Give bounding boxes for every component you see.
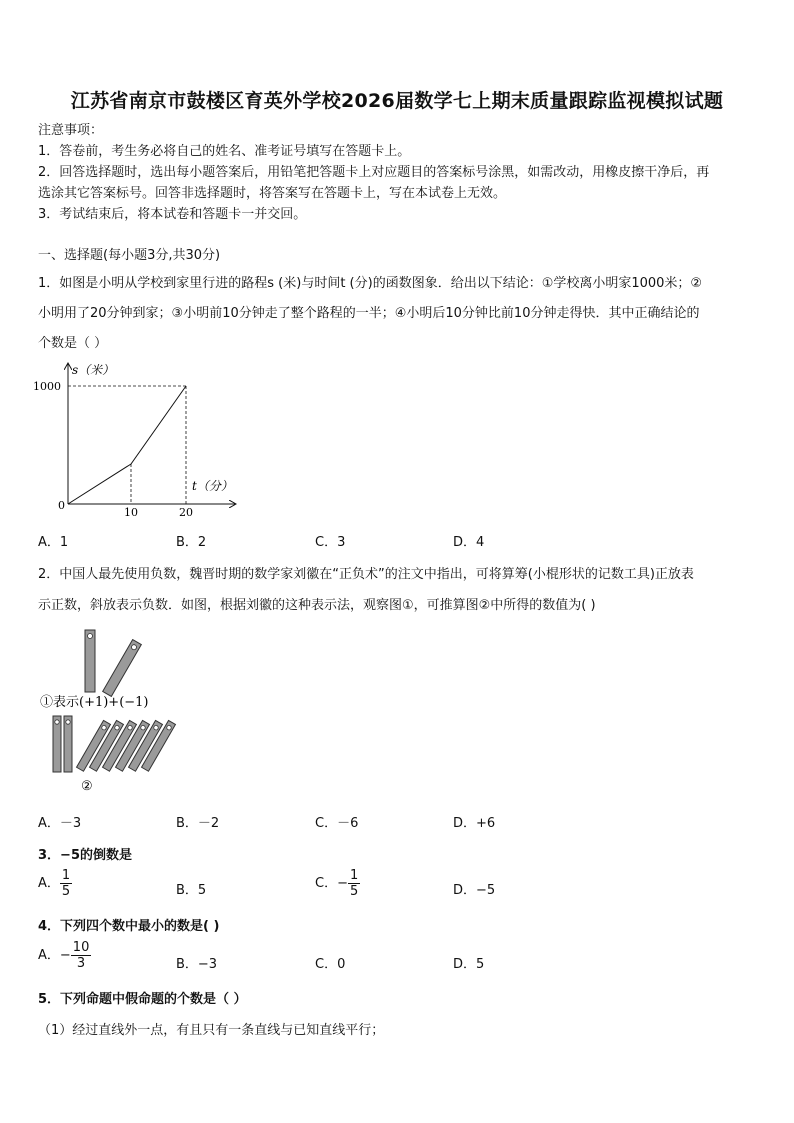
notice-item-3: 3．考试结束后，将本试卷和答题卡一并交回。 xyxy=(38,207,307,222)
q1-option-c: C．3 xyxy=(315,535,346,550)
q5-item-1: （1）经过直线外一点，有且只有一条直线与已知直线平行； xyxy=(38,1023,385,1038)
x-tick-10: 10 xyxy=(124,506,138,519)
page-title: 江苏省南京市鼓楼区育英外学校2026届数学七上期末质量跟踪监视模拟试题 xyxy=(70,90,724,112)
q2-option-a: A．－3 xyxy=(38,816,82,831)
q4-option-d: D．5 xyxy=(453,957,485,972)
q4-option-a-fraction xyxy=(71,940,92,971)
q2-counting-rods-figure xyxy=(36,624,186,796)
q1-option-a: A．1 xyxy=(38,535,69,550)
fraction-denominator: 5 xyxy=(61,884,71,899)
q1-graph xyxy=(30,358,250,524)
fraction-numerator: 10 xyxy=(72,940,90,955)
notice-heading: 注意事项： xyxy=(38,123,104,138)
q4-option-b: B．−3 xyxy=(176,957,218,972)
fraction-numerator: 1 xyxy=(349,868,359,883)
y-axis-label: s（米） xyxy=(72,363,115,377)
q3-stem: 3．−5的倒数是 xyxy=(38,848,132,863)
fig2-upright-rod-2 xyxy=(64,716,72,772)
q3-option-d: D．−5 xyxy=(453,883,496,898)
x-tick-20: 20 xyxy=(179,506,193,519)
q1-stem-line1: 1．如图是小明从学校到家里行进的路程s (米)与时间t (分)的函数图象．给出以下结论：①学校离小明家1000米；② xyxy=(38,276,703,291)
q3-option-a-label: A． xyxy=(38,876,60,891)
y-tick-1000: 1000 xyxy=(33,380,61,393)
q3-option-b: B．5 xyxy=(176,883,207,898)
section-heading: 一、选择题(每小题3分,共30分) xyxy=(38,248,221,263)
q2-stem-line1: 2．中国人最先使用负数，魏晋时期的数学家刘徽在“正负术”的注文中指出，可将算筹(小棍形状的记数工具)正放表 xyxy=(38,567,694,582)
q1-option-b: B．2 xyxy=(176,535,207,550)
q4-stem: 4．下列四个数中最小的数是( ) xyxy=(38,919,220,934)
q2-option-b: B．－2 xyxy=(176,816,220,831)
q5-stem: 5．下列命题中假命题的个数是（ ） xyxy=(38,992,247,1007)
notice-item-2: 2．回答选择题时，选出每小题答案后，用铅笔把答题卡上对应题目的答案标号涂黑，如需改动，用橡皮擦干净后，再 xyxy=(38,165,710,180)
x-axis-label: t（分） xyxy=(192,479,233,493)
q4-option-a xyxy=(38,940,91,971)
fig1-slanted-rod xyxy=(103,640,142,697)
q3-option-a xyxy=(38,868,72,899)
fraction-denominator: 3 xyxy=(76,956,86,971)
q2-option-c: C．－6 xyxy=(315,816,359,831)
q3-option-c xyxy=(315,868,360,899)
q1-stem-line3: 个数是（ ） xyxy=(38,336,108,351)
q2-option-d: D．+6 xyxy=(453,816,496,831)
fig2-upright-rod-1 xyxy=(53,716,61,772)
q1-stem-line2: 小明用了20分钟到家；③小明前10分钟走了整个路程的一半；④小明后10分钟比前10分钟走得快．其中正确结论的 xyxy=(38,306,700,321)
distance-line xyxy=(68,386,186,504)
q1-option-d: D．4 xyxy=(453,535,485,550)
fig2-caption: ② xyxy=(81,779,93,794)
origin-label: 0 xyxy=(58,499,65,512)
q3-option-c-label: C．− xyxy=(315,876,348,891)
q3-option-c-fraction xyxy=(348,868,360,899)
q4-option-a-label: A．− xyxy=(38,948,71,963)
q4-option-c: C．0 xyxy=(315,957,346,972)
fraction-numerator: 1 xyxy=(61,868,71,883)
fig1-upright-rod xyxy=(85,630,95,692)
q3-option-a-fraction xyxy=(60,868,72,899)
fraction-denominator: 5 xyxy=(349,884,359,899)
notice-item-1: 1．答卷前，考生务必将自己的姓名、准考证号填写在答题卡上。 xyxy=(38,144,411,159)
fig1-caption: ①表示(+1)+(−1) xyxy=(40,695,149,710)
q2-stem-line2: 示正数，斜放表示负数．如图，根据刘徽的这种表示法，观察图①，可推算图②中所得的数值为( ) xyxy=(38,598,596,613)
notice-item-2-cont: 选涂其它答案标号。回答非选择题时，将答案写在答题卡上，写在本试卷上无效。 xyxy=(38,186,507,201)
